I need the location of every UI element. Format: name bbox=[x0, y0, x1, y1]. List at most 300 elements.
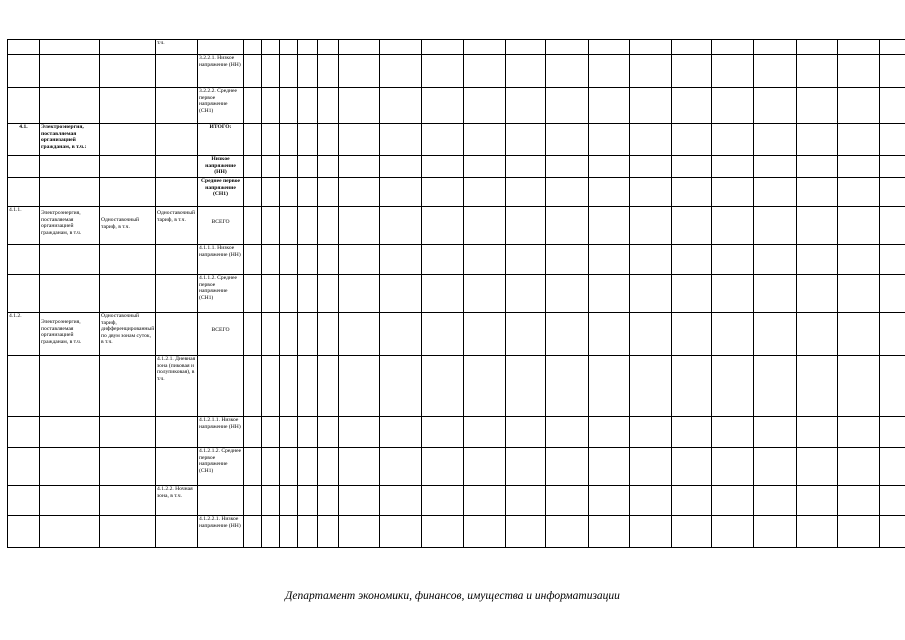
table-cell bbox=[797, 124, 838, 156]
table-cell bbox=[156, 124, 198, 156]
table-cell bbox=[40, 88, 100, 124]
table-cell bbox=[589, 55, 630, 88]
table-cell bbox=[506, 417, 546, 448]
table-cell bbox=[198, 356, 244, 417]
table-cell: Одноставочный тариф, дифференцированный по двум зонам суток, в т.ч. bbox=[100, 313, 156, 356]
table-cell bbox=[318, 313, 339, 356]
table-cell bbox=[838, 207, 880, 245]
table-cell bbox=[262, 245, 280, 275]
table-cell bbox=[589, 313, 630, 356]
table-cell bbox=[712, 516, 754, 548]
table-cell bbox=[318, 207, 339, 245]
table-cell bbox=[797, 245, 838, 275]
table-cell bbox=[880, 448, 905, 486]
table-cell bbox=[672, 178, 712, 207]
table-cell bbox=[672, 207, 712, 245]
table-cell bbox=[754, 88, 797, 124]
table-cell bbox=[712, 178, 754, 207]
table-cell bbox=[630, 178, 672, 207]
table-cell bbox=[298, 178, 318, 207]
table-cell bbox=[797, 356, 838, 417]
table-cell bbox=[422, 448, 464, 486]
table-cell bbox=[298, 245, 318, 275]
table-cell bbox=[630, 516, 672, 548]
table-cell: ИТОГО: bbox=[198, 124, 244, 156]
table-cell bbox=[422, 40, 464, 55]
table-cell bbox=[8, 40, 40, 55]
table-cell: 4.1.2. bbox=[8, 313, 40, 356]
table-cell bbox=[464, 356, 506, 417]
table-cell: Среднее первое напряжение (СН1) bbox=[198, 178, 244, 207]
table-cell bbox=[838, 486, 880, 516]
table-cell bbox=[380, 40, 422, 55]
table-cell bbox=[280, 448, 298, 486]
table-cell bbox=[464, 486, 506, 516]
table-cell bbox=[8, 417, 40, 448]
table-cell bbox=[156, 156, 198, 178]
table-cell bbox=[506, 178, 546, 207]
table-cell bbox=[797, 417, 838, 448]
table-cell bbox=[298, 313, 318, 356]
table-cell bbox=[262, 275, 280, 313]
table-cell bbox=[546, 448, 589, 486]
table-cell bbox=[754, 356, 797, 417]
table-cell bbox=[672, 245, 712, 275]
table-cell bbox=[589, 417, 630, 448]
table-cell bbox=[797, 40, 838, 55]
table-cell bbox=[339, 275, 380, 313]
table-cell bbox=[244, 356, 262, 417]
table-cell bbox=[838, 124, 880, 156]
table-cell bbox=[318, 156, 339, 178]
table-cell bbox=[262, 124, 280, 156]
table-cell bbox=[318, 245, 339, 275]
table-cell bbox=[838, 275, 880, 313]
table-cell bbox=[244, 516, 262, 548]
table-cell bbox=[298, 275, 318, 313]
table-cell bbox=[464, 156, 506, 178]
table-cell bbox=[40, 55, 100, 88]
table-cell bbox=[880, 124, 905, 156]
table-cell bbox=[380, 124, 422, 156]
table-cell bbox=[838, 178, 880, 207]
table-cell bbox=[797, 88, 838, 124]
table-row bbox=[8, 55, 905, 88]
table-cell: 4.1.1.2. Среднее первое напряжение (СН1) bbox=[198, 275, 244, 313]
table-cell bbox=[298, 124, 318, 156]
table-row bbox=[8, 245, 905, 275]
table-cell bbox=[880, 245, 905, 275]
table-row bbox=[8, 156, 905, 178]
table-cell bbox=[546, 356, 589, 417]
table-cell bbox=[40, 448, 100, 486]
table-cell bbox=[464, 313, 506, 356]
table-cell: 4.1.2.1.2. Среднее первое напряжение (СН1) bbox=[198, 448, 244, 486]
table-cell bbox=[339, 156, 380, 178]
table-cell bbox=[40, 40, 100, 55]
table-cell bbox=[712, 245, 754, 275]
table-row bbox=[8, 486, 905, 516]
table-cell bbox=[262, 448, 280, 486]
table-cell bbox=[630, 275, 672, 313]
table-cell bbox=[244, 275, 262, 313]
table-cell bbox=[506, 207, 546, 245]
table-cell bbox=[40, 356, 100, 417]
table-cell bbox=[880, 516, 905, 548]
table-cell bbox=[546, 313, 589, 356]
table-cell bbox=[339, 40, 380, 55]
table-cell bbox=[880, 88, 905, 124]
table-cell bbox=[280, 156, 298, 178]
table-cell bbox=[318, 275, 339, 313]
table-cell bbox=[8, 448, 40, 486]
table-row bbox=[8, 275, 905, 313]
table-cell bbox=[464, 516, 506, 548]
table-cell: Низкое напряжение (НН) bbox=[198, 156, 244, 178]
table-cell bbox=[280, 178, 298, 207]
table-cell bbox=[318, 417, 339, 448]
table-cell bbox=[838, 55, 880, 88]
table-cell bbox=[589, 245, 630, 275]
table-cell bbox=[754, 207, 797, 245]
table-cell bbox=[464, 55, 506, 88]
table-cell bbox=[380, 55, 422, 88]
table-cell bbox=[630, 207, 672, 245]
table-row bbox=[8, 313, 905, 356]
table-cell bbox=[380, 88, 422, 124]
table-cell bbox=[589, 448, 630, 486]
table-cell bbox=[797, 156, 838, 178]
table-cell bbox=[672, 313, 712, 356]
table-cell bbox=[280, 516, 298, 548]
table-cell bbox=[464, 448, 506, 486]
table-cell bbox=[298, 417, 318, 448]
table-cell bbox=[339, 356, 380, 417]
table-cell bbox=[880, 313, 905, 356]
table-cell bbox=[422, 313, 464, 356]
table-cell bbox=[797, 55, 838, 88]
table-cell bbox=[298, 356, 318, 417]
table-cell bbox=[506, 448, 546, 486]
table-cell bbox=[672, 55, 712, 88]
table-cell bbox=[712, 275, 754, 313]
table-cell bbox=[712, 313, 754, 356]
tariff-table bbox=[7, 39, 905, 548]
table-cell bbox=[156, 178, 198, 207]
table-cell bbox=[589, 356, 630, 417]
table-cell bbox=[339, 55, 380, 88]
table-cell bbox=[298, 516, 318, 548]
table-cell bbox=[100, 245, 156, 275]
table-cell bbox=[464, 40, 506, 55]
table-cell bbox=[754, 178, 797, 207]
table-cell bbox=[630, 486, 672, 516]
table-cell bbox=[8, 356, 40, 417]
table-cell bbox=[262, 156, 280, 178]
table-cell bbox=[318, 516, 339, 548]
table-cell bbox=[838, 245, 880, 275]
table-cell bbox=[318, 448, 339, 486]
table-cell bbox=[630, 156, 672, 178]
table-cell bbox=[630, 124, 672, 156]
table-row bbox=[8, 40, 905, 55]
table-cell bbox=[712, 356, 754, 417]
table-cell bbox=[339, 124, 380, 156]
table-cell bbox=[280, 245, 298, 275]
table-cell bbox=[280, 124, 298, 156]
table-cell bbox=[298, 207, 318, 245]
table-cell bbox=[630, 40, 672, 55]
table-cell bbox=[630, 88, 672, 124]
table-cell bbox=[422, 417, 464, 448]
table-row bbox=[8, 124, 905, 156]
table-cell bbox=[244, 417, 262, 448]
table-cell bbox=[244, 156, 262, 178]
table-cell bbox=[100, 448, 156, 486]
table-cell bbox=[100, 178, 156, 207]
table-cell bbox=[156, 516, 198, 548]
table-cell bbox=[506, 40, 546, 55]
table-cell bbox=[506, 245, 546, 275]
table-cell bbox=[100, 40, 156, 55]
table-cell bbox=[589, 207, 630, 245]
table-cell bbox=[797, 486, 838, 516]
table-cell bbox=[422, 356, 464, 417]
table-cell: т.ч. bbox=[156, 40, 198, 55]
table-cell bbox=[630, 448, 672, 486]
table-cell bbox=[838, 156, 880, 178]
table-cell bbox=[589, 40, 630, 55]
table-cell bbox=[838, 40, 880, 55]
table-cell bbox=[422, 275, 464, 313]
table-cell: Электроэнергия, поставляемая организацией гражданам, в т.ч. bbox=[40, 313, 100, 356]
table-cell bbox=[262, 313, 280, 356]
table-cell bbox=[156, 275, 198, 313]
table-cell bbox=[262, 486, 280, 516]
table-cell bbox=[339, 207, 380, 245]
table-cell bbox=[339, 313, 380, 356]
table-cell bbox=[546, 245, 589, 275]
table-cell bbox=[630, 313, 672, 356]
table-cell bbox=[318, 55, 339, 88]
table-cell bbox=[712, 88, 754, 124]
table-cell bbox=[464, 245, 506, 275]
table-cell bbox=[40, 245, 100, 275]
table-cell bbox=[712, 417, 754, 448]
table-cell bbox=[506, 88, 546, 124]
table-cell bbox=[318, 124, 339, 156]
table-cell bbox=[262, 417, 280, 448]
table-cell bbox=[797, 275, 838, 313]
table-cell bbox=[464, 417, 506, 448]
table-cell bbox=[464, 88, 506, 124]
table-cell bbox=[298, 156, 318, 178]
table-cell bbox=[672, 516, 712, 548]
table-cell bbox=[589, 275, 630, 313]
table-cell bbox=[100, 417, 156, 448]
table-cell bbox=[244, 207, 262, 245]
table-cell bbox=[672, 486, 712, 516]
table-cell bbox=[754, 40, 797, 55]
table-cell: Электроэнергия, поставляемая организацией гражданам, в т.ч. bbox=[40, 207, 100, 245]
table-cell bbox=[754, 313, 797, 356]
table-cell bbox=[339, 88, 380, 124]
table-cell bbox=[156, 448, 198, 486]
table-cell bbox=[797, 448, 838, 486]
table-cell bbox=[712, 207, 754, 245]
table-cell bbox=[156, 88, 198, 124]
table-cell: 4.1.2.1.1. Низкое напряжение (НН) bbox=[198, 417, 244, 448]
table-cell bbox=[838, 516, 880, 548]
table-cell bbox=[546, 55, 589, 88]
table-cell bbox=[712, 448, 754, 486]
table-cell bbox=[280, 275, 298, 313]
table-cell bbox=[672, 124, 712, 156]
table-cell bbox=[40, 156, 100, 178]
table-cell bbox=[100, 55, 156, 88]
table-row bbox=[8, 356, 905, 417]
table-cell bbox=[506, 275, 546, 313]
table-cell bbox=[8, 486, 40, 516]
table-cell bbox=[797, 178, 838, 207]
table-cell bbox=[100, 356, 156, 417]
table-cell bbox=[380, 356, 422, 417]
table-cell bbox=[156, 55, 198, 88]
table-cell bbox=[630, 55, 672, 88]
table-cell bbox=[198, 40, 244, 55]
table-cell bbox=[546, 486, 589, 516]
table-cell: Одноставочный тариф, в т.ч. bbox=[100, 207, 156, 245]
table-cell bbox=[244, 313, 262, 356]
table-cell bbox=[262, 88, 280, 124]
table-row bbox=[8, 207, 905, 245]
table-cell bbox=[464, 178, 506, 207]
table-cell bbox=[298, 88, 318, 124]
table-cell bbox=[838, 313, 880, 356]
table-cell bbox=[422, 178, 464, 207]
table-cell bbox=[880, 207, 905, 245]
table-cell bbox=[464, 275, 506, 313]
table-cell bbox=[672, 356, 712, 417]
table-cell bbox=[712, 124, 754, 156]
table-cell bbox=[754, 516, 797, 548]
table-cell: 4.1.2.2.1. Низкое напряжение (НН) bbox=[198, 516, 244, 548]
table-cell bbox=[506, 313, 546, 356]
table-row bbox=[8, 516, 905, 548]
table-cell bbox=[589, 516, 630, 548]
table-cell bbox=[712, 486, 754, 516]
table-cell bbox=[712, 156, 754, 178]
table-cell bbox=[100, 88, 156, 124]
table-cell bbox=[546, 88, 589, 124]
table-cell bbox=[546, 417, 589, 448]
table-cell bbox=[380, 245, 422, 275]
table-cell bbox=[198, 486, 244, 516]
table-cell bbox=[244, 178, 262, 207]
table-cell: 4.1. bbox=[8, 124, 40, 156]
table-cell bbox=[280, 486, 298, 516]
table-cell bbox=[339, 516, 380, 548]
table-cell bbox=[40, 178, 100, 207]
table-cell bbox=[422, 245, 464, 275]
table-cell bbox=[880, 356, 905, 417]
table-cell bbox=[380, 313, 422, 356]
table-cell bbox=[40, 275, 100, 313]
table-cell bbox=[422, 88, 464, 124]
table-cell bbox=[464, 207, 506, 245]
table-cell bbox=[380, 448, 422, 486]
table-cell bbox=[100, 124, 156, 156]
table-cell bbox=[262, 40, 280, 55]
table-cell: 3.2.2.2. Среднее первое напряжение (СН1) bbox=[198, 88, 244, 124]
table-cell bbox=[754, 124, 797, 156]
table-cell bbox=[589, 156, 630, 178]
table-cell bbox=[244, 448, 262, 486]
table-cell bbox=[8, 88, 40, 124]
table-cell bbox=[380, 417, 422, 448]
table-cell bbox=[244, 245, 262, 275]
table-cell bbox=[546, 516, 589, 548]
table-cell bbox=[298, 486, 318, 516]
table-cell: 4.1.1.1. Низкое напряжение (НН) bbox=[198, 245, 244, 275]
table-cell bbox=[298, 448, 318, 486]
table-cell bbox=[838, 356, 880, 417]
table-cell bbox=[546, 207, 589, 245]
table-cell bbox=[506, 516, 546, 548]
table-cell bbox=[280, 313, 298, 356]
table-cell bbox=[754, 417, 797, 448]
table-cell bbox=[880, 275, 905, 313]
table-cell bbox=[318, 486, 339, 516]
table-cell bbox=[880, 55, 905, 88]
table-cell bbox=[838, 448, 880, 486]
table-cell bbox=[712, 40, 754, 55]
table-cell bbox=[506, 486, 546, 516]
table-cell bbox=[797, 207, 838, 245]
table-cell bbox=[754, 156, 797, 178]
table-cell bbox=[546, 40, 589, 55]
table-cell: 4.1.1. bbox=[8, 207, 40, 245]
table-row bbox=[8, 88, 905, 124]
table-cell bbox=[712, 55, 754, 88]
table-cell bbox=[280, 417, 298, 448]
table-cell bbox=[280, 40, 298, 55]
table-cell bbox=[318, 88, 339, 124]
table-cell bbox=[506, 55, 546, 88]
table-cell bbox=[244, 40, 262, 55]
table-cell bbox=[380, 156, 422, 178]
table-cell bbox=[672, 88, 712, 124]
table-cell bbox=[280, 356, 298, 417]
table-cell bbox=[422, 516, 464, 548]
table-cell bbox=[339, 448, 380, 486]
table-cell bbox=[422, 124, 464, 156]
table-cell bbox=[506, 356, 546, 417]
footer-department: Департамент экономики, финансов, имущества и информатизации bbox=[285, 590, 620, 602]
table-cell bbox=[589, 178, 630, 207]
table-cell bbox=[506, 156, 546, 178]
table-cell bbox=[880, 486, 905, 516]
table-cell bbox=[422, 55, 464, 88]
table-cell bbox=[244, 88, 262, 124]
table-cell bbox=[244, 55, 262, 88]
table-cell bbox=[8, 55, 40, 88]
table-cell bbox=[380, 178, 422, 207]
table-cell bbox=[339, 245, 380, 275]
table-cell bbox=[8, 178, 40, 207]
table-cell bbox=[8, 156, 40, 178]
table-cell bbox=[156, 313, 198, 356]
